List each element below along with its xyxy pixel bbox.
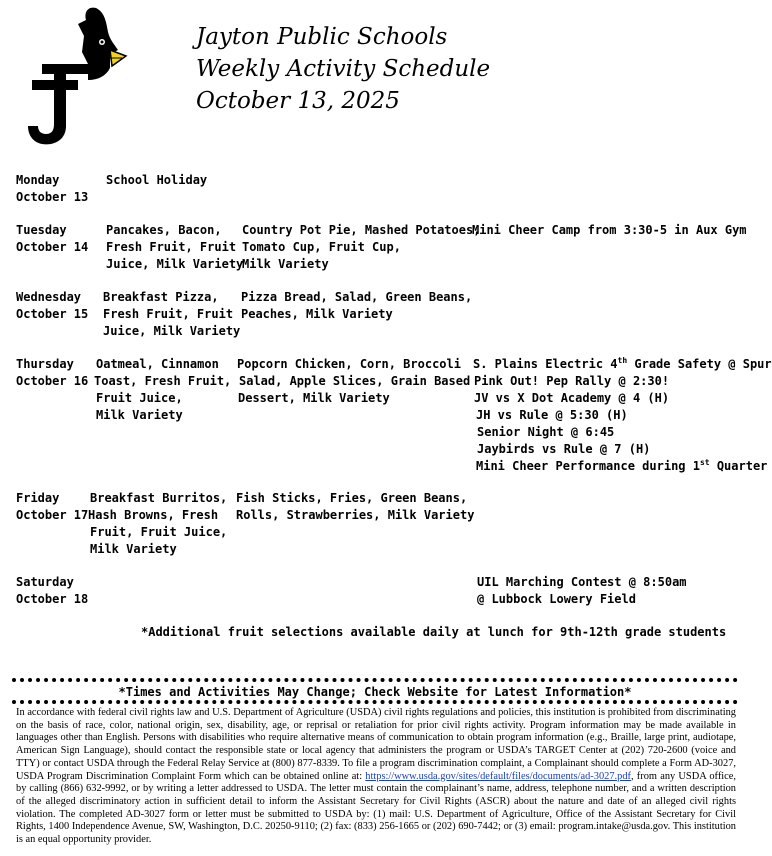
breakfast-line: Hash Browns, Fresh (88, 508, 219, 522)
breakfast-line: Toast, Fresh Fruit, (94, 374, 232, 388)
lunch-line: Popcorn Chicken, Corn, Broccoli (237, 357, 461, 371)
day-label: Friday (16, 491, 60, 505)
day-date: October 17 (16, 508, 89, 522)
activity-line: JV vs X Dot Academy @ 4 (H) (474, 391, 670, 405)
school-name: Jayton Public Schools (196, 24, 448, 50)
schedule-title: Weekly Activity Schedule (196, 56, 491, 82)
activity-line: JH vs Rule @ 5:30 (H) (476, 408, 628, 422)
day-date: October 13 (16, 190, 89, 204)
day-label: Thursday (16, 357, 74, 371)
day-date: October 18 (16, 592, 89, 606)
breakfast-line: Fresh Fruit, Fruit (103, 307, 234, 321)
day-label: Monday (16, 173, 60, 187)
activity-line: UIL Marching Contest @ 8:50am (477, 575, 687, 589)
schedule-date: October 13, 2025 (196, 88, 400, 114)
breakfast-line: Breakfast Burritos, (90, 491, 228, 505)
breakfast-line: Milk Variety (96, 408, 183, 422)
breakfast-line: Breakfast Pizza, (103, 290, 219, 304)
lunch-line: Peaches, Milk Variety (241, 307, 393, 321)
breakfast-line: Pancakes, Bacon, (106, 223, 222, 237)
breakfast-line: Juice, Milk Variety (106, 257, 244, 271)
activity-line: @ Lubbock Lowery Field (477, 592, 636, 606)
activity-line: Pink Out! Pep Rally @ 2:30! (474, 374, 670, 388)
usda-nondiscrimination-statement: In accordance with federal civil rights law and U.S. Department of Agriculture (USDA) civil rights regulations and policies, this institution is prohibited from discriminating on the basis of race, color, national origin, sex, disability, age, or reprisal or retaliation for prior civil rights activity. Program information may be made available in languages other than English. Persons with disabilities who require alternative means of communication to obtain program information (e.g., Braille, large print, audiotape, American Sign Language), should contact the responsible state or local agency that administers the program or USDA’s TARGET Center at (202) 720-2600 (voice and TTY) or contact USDA through the Federal Relay Service at (800) 877-8339. To file a program discrimination complaint, a Complainant should complete a Form AD-3027, USDA Program Discrimination Complaint Form which can be obtained online at: https://www.usda.gov/sites/default/files/documents/ad-3027.pdf, from any USDA office, by calling (866) 632-9992, or by writing a letter addressed to USDA. The letter must contain the complainant’s name, address, telephone number, and a written description of the alleged discriminatory action in sufficient detail to inform the Assistant Secretary for Civil Rights (ASCR) about the nature and date of an alleged civil rights violation. The completed AD-3027 form or letter must be submitted to USDA by: (1) mail: U.S. Department of Agriculture, Office of the Assistant Secretary for Civil Rights, 1400 Independence Avenue, SW, Washington, D.C. 20250-9110; (2) fax: (833) 256-1665 or (202) 690-7442; or (3) email: program.intake@usda.gov. This institution is an equal opportunity provider. (16, 707, 736, 846)
lunch-line: Pizza Bread, Salad, Green Beans, (241, 290, 473, 304)
activity-line: S. Plains Electric 4th Grade Safety @ Spur (473, 356, 772, 371)
activity-line: Jaybirds vs Rule @ 7 (H) (477, 442, 651, 456)
activity-line: Senior Night @ 6:45 (477, 425, 615, 439)
lunch-line: Salad, Apple Slices, Grain Based (239, 374, 471, 388)
activity-line: Mini Cheer Camp from 3:30-5 in Aux Gym (472, 223, 747, 237)
lunch-line: Fish Sticks, Fries, Green Beans, (236, 491, 468, 505)
change-notice: *Times and Activities May Change; Check Website for Latest Information* (118, 685, 632, 699)
breakfast-line: Milk Variety (90, 542, 177, 556)
day-date: October 16 (16, 374, 89, 388)
lunch-line: Tomato Cup, Fruit Cup, (242, 240, 401, 254)
day-date: October 14 (16, 240, 89, 254)
day-date: October 15 (16, 307, 89, 321)
fruit-footnote: *Additional fruit selections available daily at lunch for 9th-12th grade students (141, 625, 727, 639)
breakfast-line: Fruit Juice, (96, 391, 183, 405)
breakfast-line: School Holiday (106, 173, 208, 187)
usda-form-link[interactable]: https://www.usda.gov/sites/default/files/documents/ad-3027.pdf (365, 770, 631, 782)
activity-line: Mini Cheer Performance during 1st Quarter (476, 458, 768, 473)
lunch-line: Milk Variety (242, 257, 329, 271)
day-label: Wednesday (16, 290, 82, 304)
lunch-line: Rolls, Strawberries, Milk Variety (236, 508, 475, 522)
day-label: Tuesday (16, 223, 67, 237)
lunch-line: Dessert, Milk Variety (238, 391, 390, 405)
jaybird-logo (26, 6, 130, 148)
lunch-line: Country Pot Pie, Mashed Potatoes, (242, 223, 481, 237)
day-label: Saturday (16, 575, 74, 589)
breakfast-line: Juice, Milk Variety (103, 324, 241, 338)
breakfast-line: Fresh Fruit, Fruit (106, 240, 237, 254)
dotted-rule-bottom (12, 700, 738, 704)
breakfast-line: Fruit, Fruit Juice, (90, 525, 228, 539)
dotted-rule-top (12, 678, 738, 682)
breakfast-line: Oatmeal, Cinnamon (96, 357, 219, 371)
